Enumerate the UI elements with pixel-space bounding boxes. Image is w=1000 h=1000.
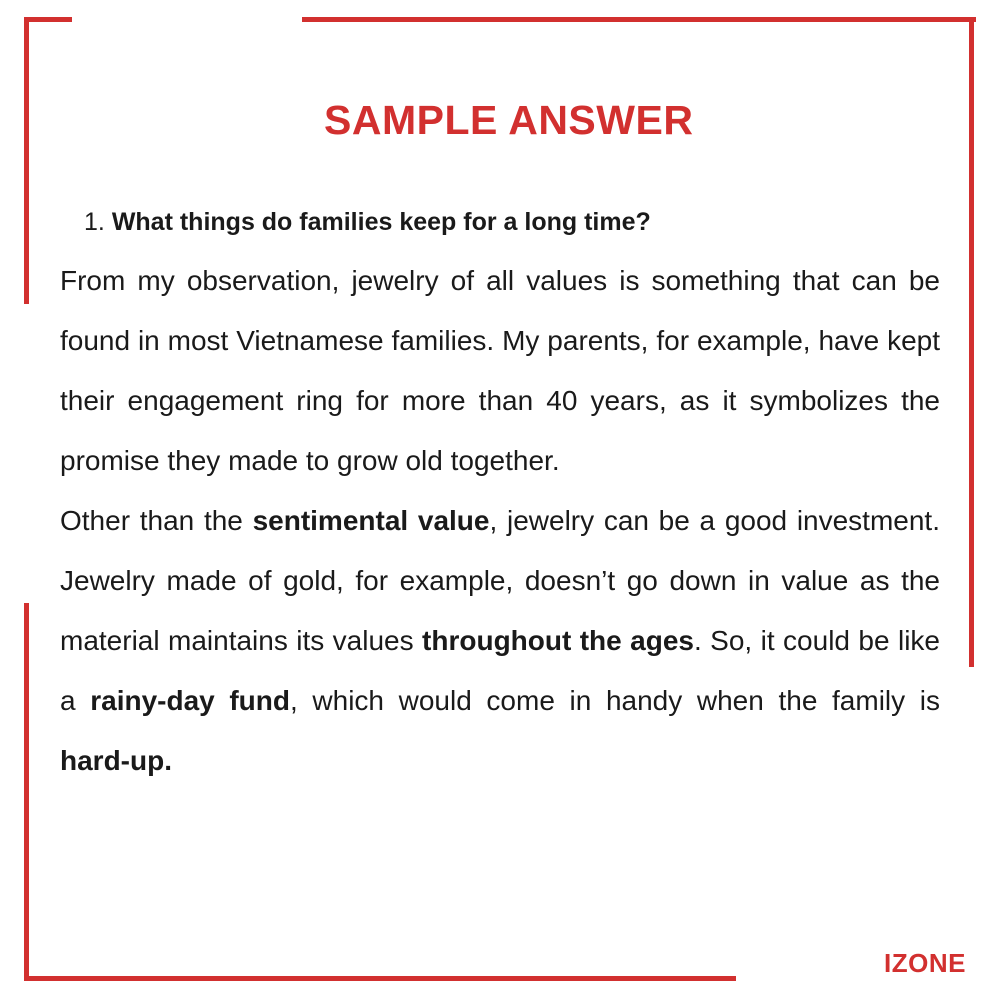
question [84, 204, 904, 240]
frame-left-lower-border [24, 603, 29, 981]
paragraph-2-text-4: , which would come in handy when the family is [290, 685, 940, 716]
highlight-hard-up: hard-up. [60, 745, 172, 776]
highlight-sentimental-value: sentimental value [252, 505, 490, 536]
frame-left-upper-border [24, 17, 29, 304]
frame-bottom-border [24, 976, 736, 981]
answer-paragraph-1: From my observation, jewelry of all values is something that can be found in most Vietnamese families. My parents, for example, have kept their engagement ring for more than 40 years, as it symbolizes the promise they made to grow old together. [60, 265, 940, 476]
paragraph-2-text-2: , jewelry can be a good investment. Jewelry made of gold, for example, doesn’t go down in value as the material maintains its values [60, 505, 940, 656]
question-number: 1. [84, 208, 105, 236]
highlight-rainy-day-fund: rainy-day fund [90, 685, 290, 716]
frame-top-right-border [302, 17, 976, 22]
answer-paragraph-2 [60, 491, 940, 791]
brand-logo: IZONE [884, 948, 966, 978]
paragraph-2-text-1: Other than the [60, 505, 253, 536]
answer-body [60, 251, 940, 791]
frame-top-left-border [24, 17, 72, 22]
paragraph-2-text-3: . So, it could be like a [60, 625, 940, 716]
frame-right-border [969, 17, 974, 667]
page-title: SAMPLE ANSWER [324, 97, 694, 143]
question-text: What things do families keep for a long time? [111, 208, 651, 236]
highlight-throughout-the-ages: throughout the ages [422, 625, 694, 656]
